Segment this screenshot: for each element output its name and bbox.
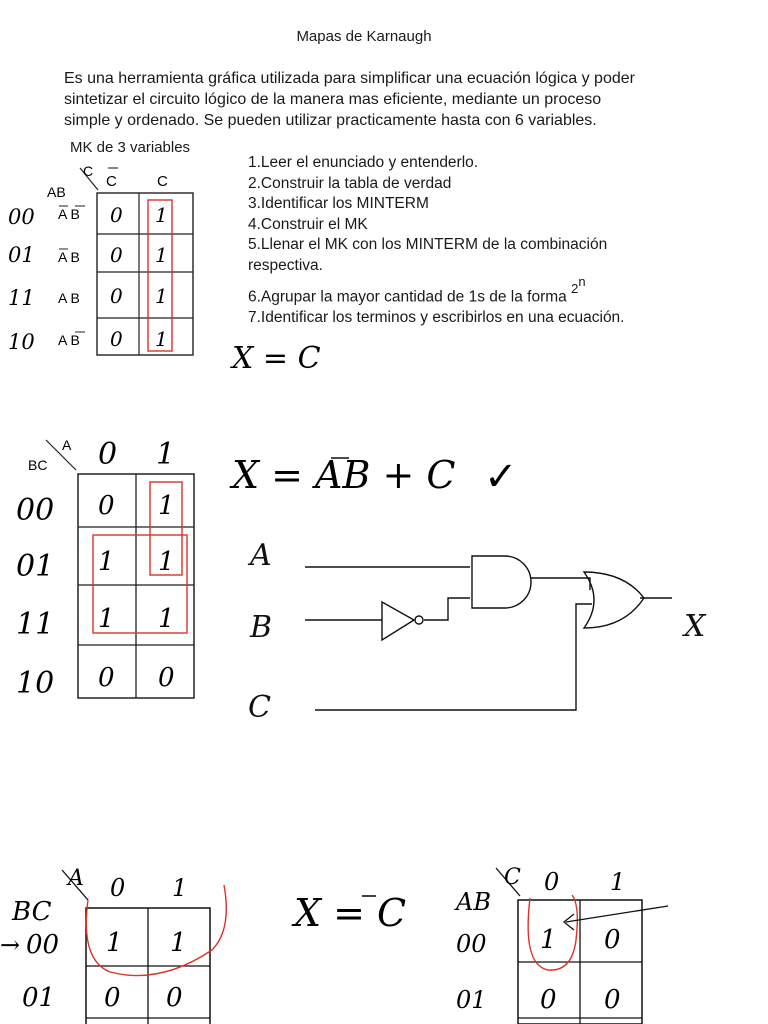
map2-row-code: 00 <box>16 493 55 528</box>
check-mark: ✓ <box>484 454 518 500</box>
map4-col-var: C <box>504 865 521 890</box>
map1-row-code: 10 <box>8 330 35 354</box>
step-item: respectiva. <box>248 256 323 274</box>
map3-col-var: A <box>68 866 84 891</box>
map2-cell: 1 <box>98 547 115 577</box>
step-item: 4.Construir el MK <box>248 215 368 233</box>
map3-equation: X = C <box>294 891 407 935</box>
circuit-input-b: B <box>250 610 273 645</box>
power-of-two: 2n <box>571 274 586 297</box>
map4-cell: 0 <box>604 925 621 955</box>
map1-cell: 0 <box>110 284 123 308</box>
step-item: 7.Identificar los terminos y escribirlos en una ecuación. <box>248 308 625 326</box>
map3-col-code: 0 <box>110 874 126 902</box>
map1-cell: 1 <box>155 327 168 351</box>
intro-line: sintetizar el circuito lógico de la manera mas eficiente, mediante un proceso <box>64 91 602 108</box>
map2-cell: 1 <box>158 604 175 634</box>
map1-row-code: 00 <box>8 205 35 229</box>
kmap-4 <box>454 865 668 1024</box>
map2-cell: 0 <box>158 663 175 693</box>
map4-cell: 1 <box>540 925 557 955</box>
map2-col-code: 1 <box>156 437 176 472</box>
map3-cell: 1 <box>106 928 123 958</box>
map1-row-code: 01 <box>8 243 35 267</box>
map4-row-code: 00 <box>456 930 487 958</box>
map1-row-label: A B <box>58 206 80 222</box>
step-item: 3.Identificar los MINTERM <box>248 195 429 212</box>
map1-cell: 0 <box>110 327 123 351</box>
circuit-input-c: C <box>248 690 271 725</box>
map1-cell: 0 <box>110 203 123 227</box>
map4-row-code: 01 <box>456 986 487 1014</box>
not-gate <box>382 602 414 640</box>
map1-row-label: A B <box>58 290 80 306</box>
map2-cell: 0 <box>98 491 115 521</box>
map2-row-code: 10 <box>16 666 55 701</box>
map4-col-code: 1 <box>610 868 626 896</box>
map2-row-code: 11 <box>16 607 55 642</box>
map2-equation: X = AB + C <box>232 453 456 497</box>
map1-col-var: C <box>83 163 94 179</box>
map4-pointer-arrow <box>566 906 668 922</box>
map2-col-var: A <box>62 437 72 453</box>
map3-row-code: 01 <box>22 983 56 1013</box>
map2-cell: 1 <box>158 547 175 577</box>
map2-row-code: 01 <box>16 549 55 584</box>
map3-arrow: → <box>0 931 21 959</box>
map3-row-code: 00 <box>26 930 60 960</box>
map4-cell: 0 <box>604 985 621 1015</box>
map1-row-var: AB <box>47 184 66 200</box>
map3-col-code: 1 <box>172 874 188 902</box>
map2-row-var: BC <box>28 457 48 473</box>
kmap-3 <box>0 866 406 1024</box>
map2-cell: 0 <box>98 663 115 693</box>
intro-line: simple y ordenado. Se pueden utilizar practicamente hasta con 6 variables. <box>64 112 597 129</box>
map3-cell: 1 <box>170 928 187 958</box>
map2-col-code: 0 <box>98 437 118 472</box>
step-item: 2.Construir la tabla de verdad <box>248 174 452 192</box>
intro-line: Es una herramienta gráfica utilizada para simplificar una ecuación lógica y poder <box>64 70 635 87</box>
and-gate <box>472 556 531 608</box>
circuit-input-a: A <box>250 538 272 573</box>
not-bubble <box>415 616 423 624</box>
map3-row-var: BC <box>12 897 52 927</box>
mk3-heading: MK de 3 variables <box>70 139 191 156</box>
or-gate <box>584 572 644 628</box>
circuit-output-x: X <box>684 609 706 644</box>
map3-cell: 0 <box>166 983 183 1013</box>
map1-row-label: A B <box>58 249 80 265</box>
map1-cell: 1 <box>155 243 168 267</box>
map1-equation: X = C <box>232 341 321 376</box>
map1-col-header: C <box>157 173 168 190</box>
map1-cell: 1 <box>155 284 168 308</box>
map1-cell: 1 <box>155 203 168 227</box>
wire-not-to-and <box>424 598 470 620</box>
page-title: Mapas de Karnaugh <box>296 28 432 45</box>
map2-cell: 1 <box>98 604 115 634</box>
map1-cell: 0 <box>110 243 123 267</box>
map3-cell: 0 <box>104 983 121 1013</box>
map1-row-label: A B <box>58 332 80 348</box>
map1-row-code: 11 <box>8 286 35 310</box>
step-item: 1.Leer el enunciado y entenderlo. <box>248 154 479 171</box>
step-item: 6.Agrupar la mayor cantidad de 1s de la forma $^{2^n}$ <box>248 274 586 306</box>
map4-cell: 0 <box>540 985 557 1015</box>
wire-and-to-or <box>530 578 590 590</box>
logic-circuit <box>247 538 707 725</box>
kmap-1 <box>8 163 321 376</box>
map2-cell: 1 <box>158 491 175 521</box>
step-item: 5.Llenar el MK con los MINTERM de la combinación <box>248 236 608 253</box>
map4-row-var: AB <box>456 888 491 916</box>
map4-col-code: 0 <box>544 868 560 896</box>
map1-col-header: C <box>106 173 117 190</box>
